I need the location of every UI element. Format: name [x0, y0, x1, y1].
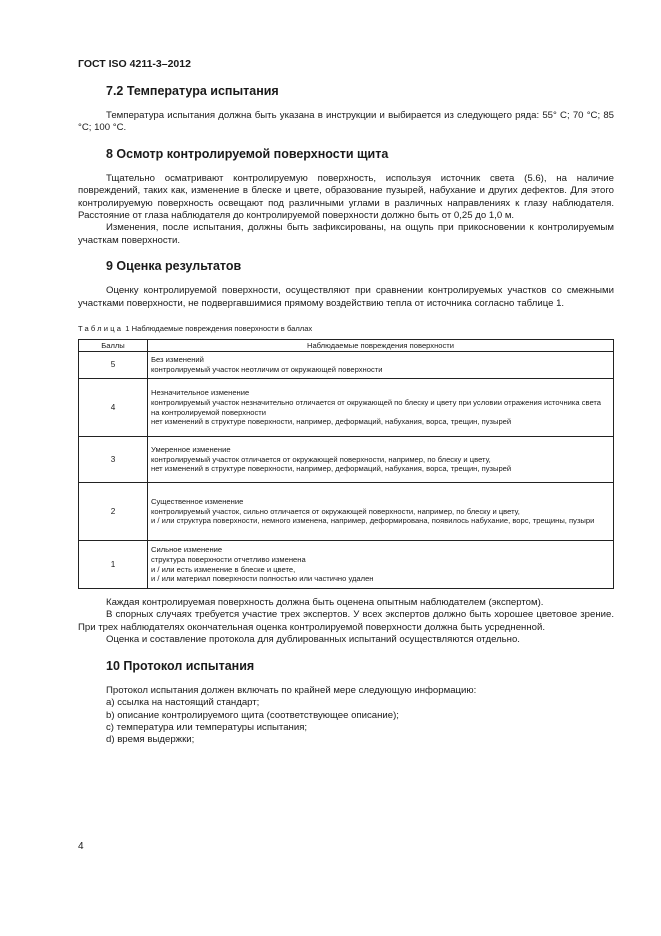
table-caption [78, 324, 614, 333]
after-table-paragraph-3: Оценка и составление протокола для дублированных испытаний осуществляются отдельно. [106, 634, 520, 646]
section-7-2-paragraph: Температура испытания должна быть указана в инструкции и выбирается из следующего ряда: 55° С; 70 °С; 85 °С; 100 °С. [78, 110, 614, 134]
section-8-paragraph-2: Изменения, после испытания, должны быть зафиксированы, на ощупь при прикосновении к контролируемым участкам поверхности. [78, 222, 614, 246]
score-cell: 4 [79, 379, 148, 437]
after-table-paragraph-1: Каждая контролируемая поверхность должна быть оценена опытным наблюдателем (экспертом). [106, 597, 544, 609]
score-cell: 5 [79, 352, 148, 379]
description-line: Существенное изменение [151, 497, 244, 507]
description-cell [148, 352, 614, 379]
section-10-title: 10 Протокол испытания [106, 658, 255, 673]
description-cell [148, 437, 614, 483]
description-line: Сильное изменение [151, 545, 223, 555]
score-cell: 3 [79, 437, 148, 483]
description-line: нет изменений в структуре поверхности, например, деформаций, набухания, ворса, трещин, пузырей [151, 417, 512, 427]
list-item: d) время выдержки; [106, 734, 195, 746]
description-cell [148, 541, 614, 589]
score-cell: 2 [79, 483, 148, 541]
table-row [79, 437, 614, 483]
description-line: структура поверхности отчетливо изменена [151, 554, 306, 564]
page-number: 4 [78, 841, 84, 852]
page [78, 58, 614, 747]
document-header: ГОСТ ISO 4211-3–2012 [78, 58, 191, 70]
section-10-paragraph: Протокол испытания должен включать по крайней мере следующую информацию: [106, 684, 477, 696]
damage-rating-table [78, 339, 614, 589]
table-row [79, 483, 614, 541]
description-line: Умеренное изменение [151, 445, 231, 455]
table-header-row [79, 340, 614, 352]
section-8-paragraph-1: Тщательно осматривают контролируемую поверхность, используя источник света (5.6), на наличие повреждений, таких как, изменение в блеске и цвете, образование пузырей, набухание и других дефектов. Для этого контролируемую поверхность освещают под различными углами в различных направлениях к глазу наблюдателя. Расстояние от глаза наблюдателя до контролируемой поверхности должно быть от 0,25 до 1,0 м. [78, 172, 614, 222]
protocol-list [78, 685, 614, 747]
description-line: контролируемый участок, сильно отличается от окружающей поверхности, например, по блеску и цвету, [151, 506, 520, 516]
description-line: контролируемый участок отличается от окружающей поверхности, например, по блеску и цвету, [151, 454, 491, 464]
column-header-description: Наблюдаемые повреждения поверхности [148, 340, 614, 352]
description-line: Без изменений [151, 355, 204, 365]
list-item: c) температура или температуры испытания; [106, 721, 308, 733]
description-line: и / или структура поверхности, немного изменена, например, деформирована, появилось набухание, ворс, трещины, пузыри [151, 516, 595, 526]
column-header-score: Баллы [79, 340, 148, 352]
table-row [79, 379, 614, 437]
section-9-title: 9 Оценка результатов [106, 259, 242, 274]
section-8-title: 8 Осмотр контролируемой поверхности щита [106, 146, 389, 161]
table-row [79, 352, 614, 379]
list-item: a) ссылка на настоящий стандарт; [106, 697, 260, 709]
description-cell [148, 379, 614, 437]
description-cell [148, 483, 614, 541]
description-line: и / или материал поверхности полностью или частично удален [151, 574, 374, 584]
table-caption-text: 1 Наблюдаемые повреждения поверхности в баллах [123, 324, 313, 334]
description-line: нет изменений в структуре поверхности, например, деформаций, набухания, ворса, трещин, пузырей [151, 464, 512, 474]
section-9-paragraph: Оценку контролируемой поверхности, осуществляют при сравнении контролируемых участков со смежными участками поверхности, не подвергавшимися прямому воздействию тепла от источника согласно таблице 1. [78, 285, 614, 309]
table-caption-label: Таблица [78, 324, 124, 334]
table-row [79, 541, 614, 589]
description-line: и / или есть изменение в блеске и цвете, [151, 564, 296, 574]
after-table-paragraph-2: В спорных случаях требуется участие трех экспертов. У всех экспертов должно быть хорошее цветовое зрение. При трех наблюдателях окончательная оценка контролируемой поверхности должна быть усредненной. [78, 609, 614, 633]
score-cell: 1 [79, 541, 148, 589]
description-line: контролируемый участок неотличим от окружающей поверхности [151, 365, 383, 375]
list-item: b) описание контролируемого щита (соответствующее описание); [106, 709, 399, 721]
section-7-2-title: 7.2 Температура испытания [106, 84, 279, 98]
description-line: Незначительное изменение [151, 388, 250, 398]
description-line: контролируемый участок незначительно отличается от окружающей по блеску и цвету при условии отражения источника света на контролируемой поверхности [151, 397, 602, 417]
